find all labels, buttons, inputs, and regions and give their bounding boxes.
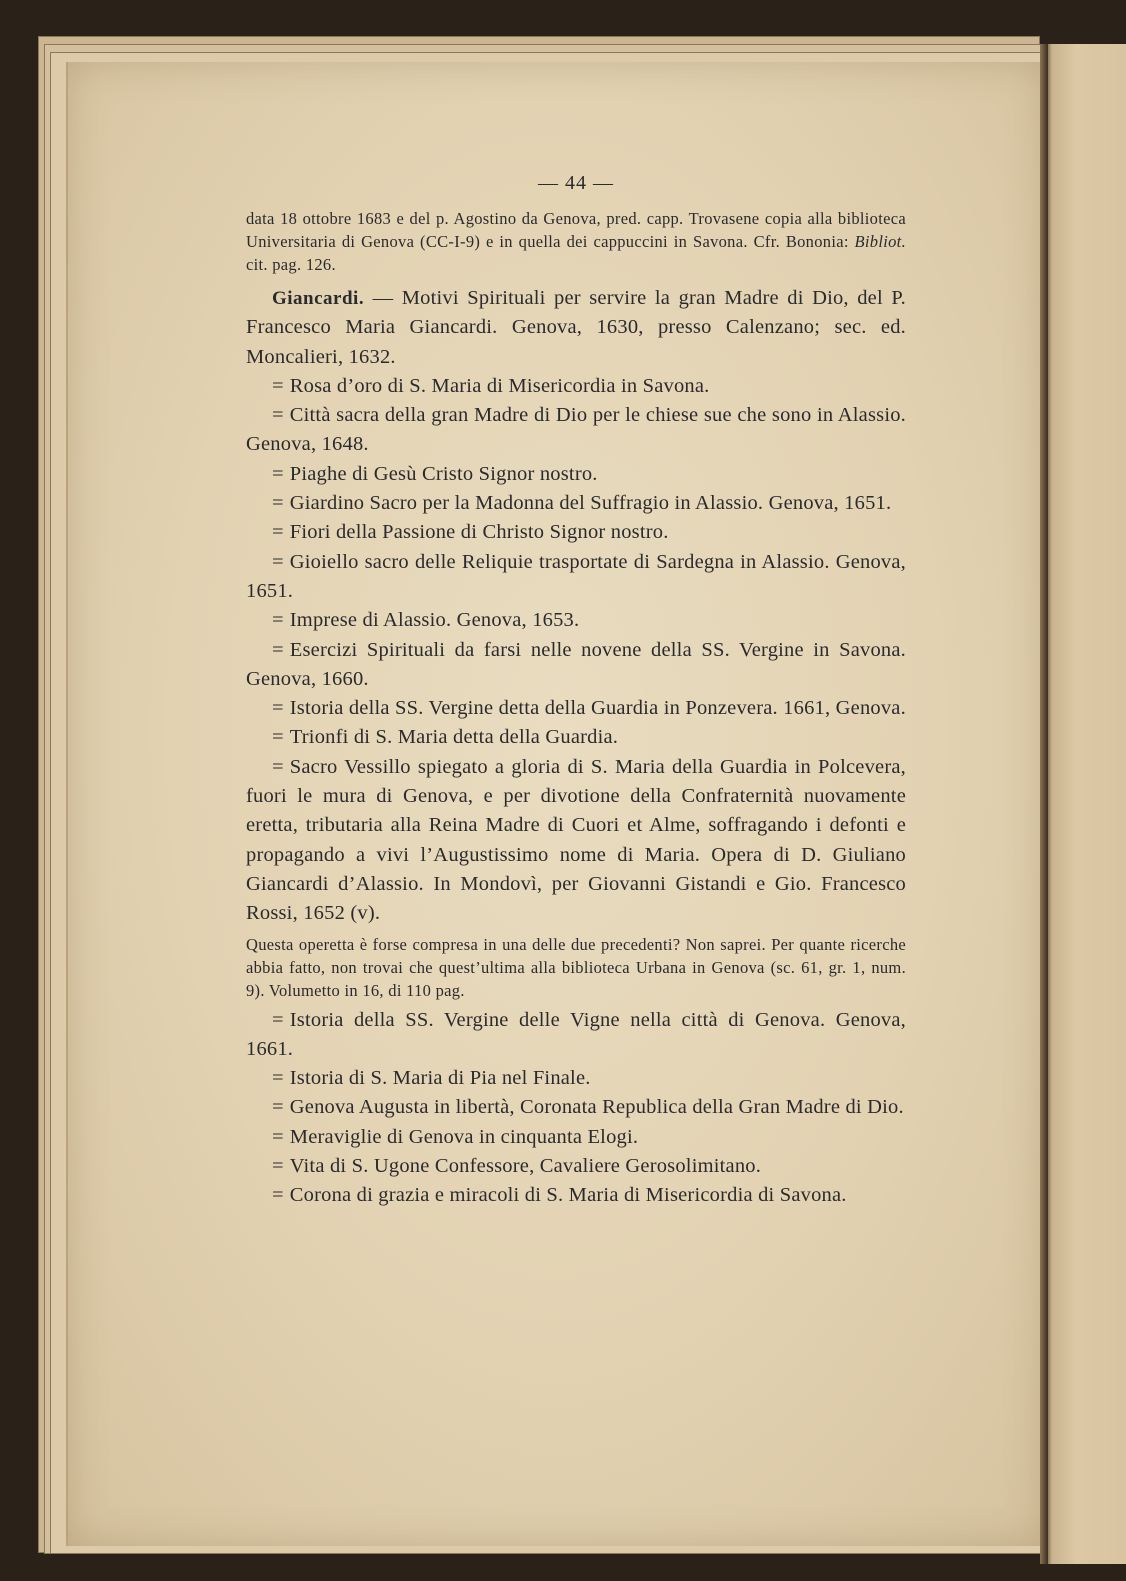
entry-title: Istoria della SS. Vergine detta della Guardia in Ponzevera. 1661, Genova. [289, 697, 906, 720]
bibliography-entry [246, 548, 906, 607]
entry-title: Imprese di Alassio. Genova, 1653. [289, 609, 580, 632]
entry-title: Istoria della SS. Vergine delle Vigne nella città di Genova. Genova, 1661. [246, 1008, 906, 1060]
bibliography-entry [246, 1181, 906, 1210]
intro-note-text: data 18 ottobre 1683 e del p. Agostino da Genova, pred. capp. Trovasene copia alla biblioteca Universitaria di Genova (CC-I-9) e in quella dei cappuccini in Savona. Cfr. Bononia: [246, 209, 906, 251]
equals-mark: = [272, 462, 284, 485]
bibliography-entry [246, 372, 906, 401]
entry-title: Giardino Sacro per la Madonna del Suffragio in Alassio. Genova, 1651. [289, 492, 892, 515]
entry-title: Fiori della Passione di Christo Signor nostro. [289, 521, 669, 544]
equals-mark: = [272, 550, 284, 573]
bibliography-entry [246, 606, 906, 635]
entry-title: Rosa d’oro di S. Maria di Misericordia in Savona. [289, 374, 710, 397]
works-list-b [246, 1006, 906, 1211]
bibliography-entry [246, 1006, 906, 1065]
equals-mark: = [272, 697, 284, 720]
intro-note [246, 207, 906, 276]
entry-title: Piaghe di Gesù Cristo Signor nostro. [289, 462, 598, 485]
equals-mark: = [272, 609, 284, 632]
equals-mark: = [272, 1184, 284, 1207]
entry-title: Gioiello sacro delle Reliquie trasportate di Sardegna in Alassio. Genova, 1651. [246, 550, 906, 602]
bibliography-entry [246, 1093, 906, 1122]
entry-title: Esercizi Spirituali da farsi nelle novene della SS. Vergine in Savona. Genova, 1660. [246, 638, 906, 690]
page-number: — 44 — [538, 172, 614, 194]
equals-mark: = [272, 404, 284, 427]
equals-mark: = [272, 1125, 284, 1148]
entry-title: Corona di grazia e miracoli di S. Maria di Misericordia di Savona. [289, 1184, 847, 1207]
book-gutter [1040, 44, 1048, 1564]
equals-mark: = [272, 1096, 284, 1119]
bibliography-entry [246, 518, 906, 547]
equals-mark: = [272, 755, 284, 778]
bibliography-entry [246, 694, 906, 723]
works-list-a [246, 372, 906, 929]
bibliography-entry [246, 753, 906, 929]
page-content [246, 172, 906, 1211]
bibliography-entry [246, 723, 906, 752]
equals-mark: = [272, 638, 284, 661]
entry-title: Sacro Vessillo spiegato a gloria di S. Maria della Guardia in Polcevera, fuori le mura di Genova, e per divotione della Confraternità nuovamente eretta, tributaria alla Reina Madre di Cuori et Alme, soffragando i defonti e propagando a vivi l’Augustissimo nome di Maria. Opera di D. Giuliano Giancardi d’Alassio. In Mondovì, per Giovanni Gistandi e Gio. Francesco Rossi, 1652 (v). [246, 755, 906, 925]
equals-mark: = [272, 521, 284, 544]
entry-title: Istoria di S. Maria di Pia nel Finale. [289, 1067, 591, 1090]
intro-note-italic: Bibliot. [854, 232, 906, 251]
equals-mark: = [272, 1067, 284, 1090]
equals-mark: = [272, 374, 284, 397]
bibliography-entry [246, 460, 906, 489]
intro-note-tail: cit. pag. 126. [246, 255, 336, 274]
entry-title: Città sacra della gran Madre di Dio per le chiese sue che sono in Alassio. Genova, 1648. [246, 404, 906, 456]
author-entry-text: — Motivi Spirituali per servire la gran Madre di Dio, del P. Francesco Maria Giancardi. Genova, 1630, presso Calenzano; sec. ed. Moncalieri, 1632. [246, 287, 906, 368]
bibliography-entry [246, 1123, 906, 1152]
bibliography-entry [246, 636, 906, 695]
entry-title: Meraviglie di Genova in cinquanta Elogi. [289, 1125, 639, 1148]
bibliography-entry [246, 1064, 906, 1093]
bibliography-entry [246, 1152, 906, 1181]
bibliography-entry [246, 401, 906, 460]
equals-mark: = [272, 1155, 284, 1178]
entry-title: Trionfi di S. Maria detta della Guardia. [289, 726, 619, 749]
entry-title: Genova Augusta in libertà, Coronata Republica della Gran Madre di Dio. [289, 1096, 904, 1119]
author-entry [246, 284, 906, 372]
facing-page [1046, 44, 1126, 1564]
mid-note: Questa operetta è forse compresa in una delle due precedenti? Non saprei. Per quante ricerche abbia fatto, non trovai che quest’ultima alla biblioteca Urbana in Genova (sc. 61, gr. 1, num. 9). Volumetto in 16, di 110 pag. [246, 934, 906, 1000]
equals-mark: = [272, 492, 284, 515]
author-headword: Giancardi. [272, 288, 365, 309]
equals-mark: = [272, 1008, 284, 1031]
bibliography-entry [246, 489, 906, 518]
mid-note-block [246, 933, 906, 1002]
equals-mark: = [272, 726, 284, 749]
entry-title: Vita di S. Ugone Confessore, Cavaliere Gerosolimitano. [289, 1155, 762, 1178]
